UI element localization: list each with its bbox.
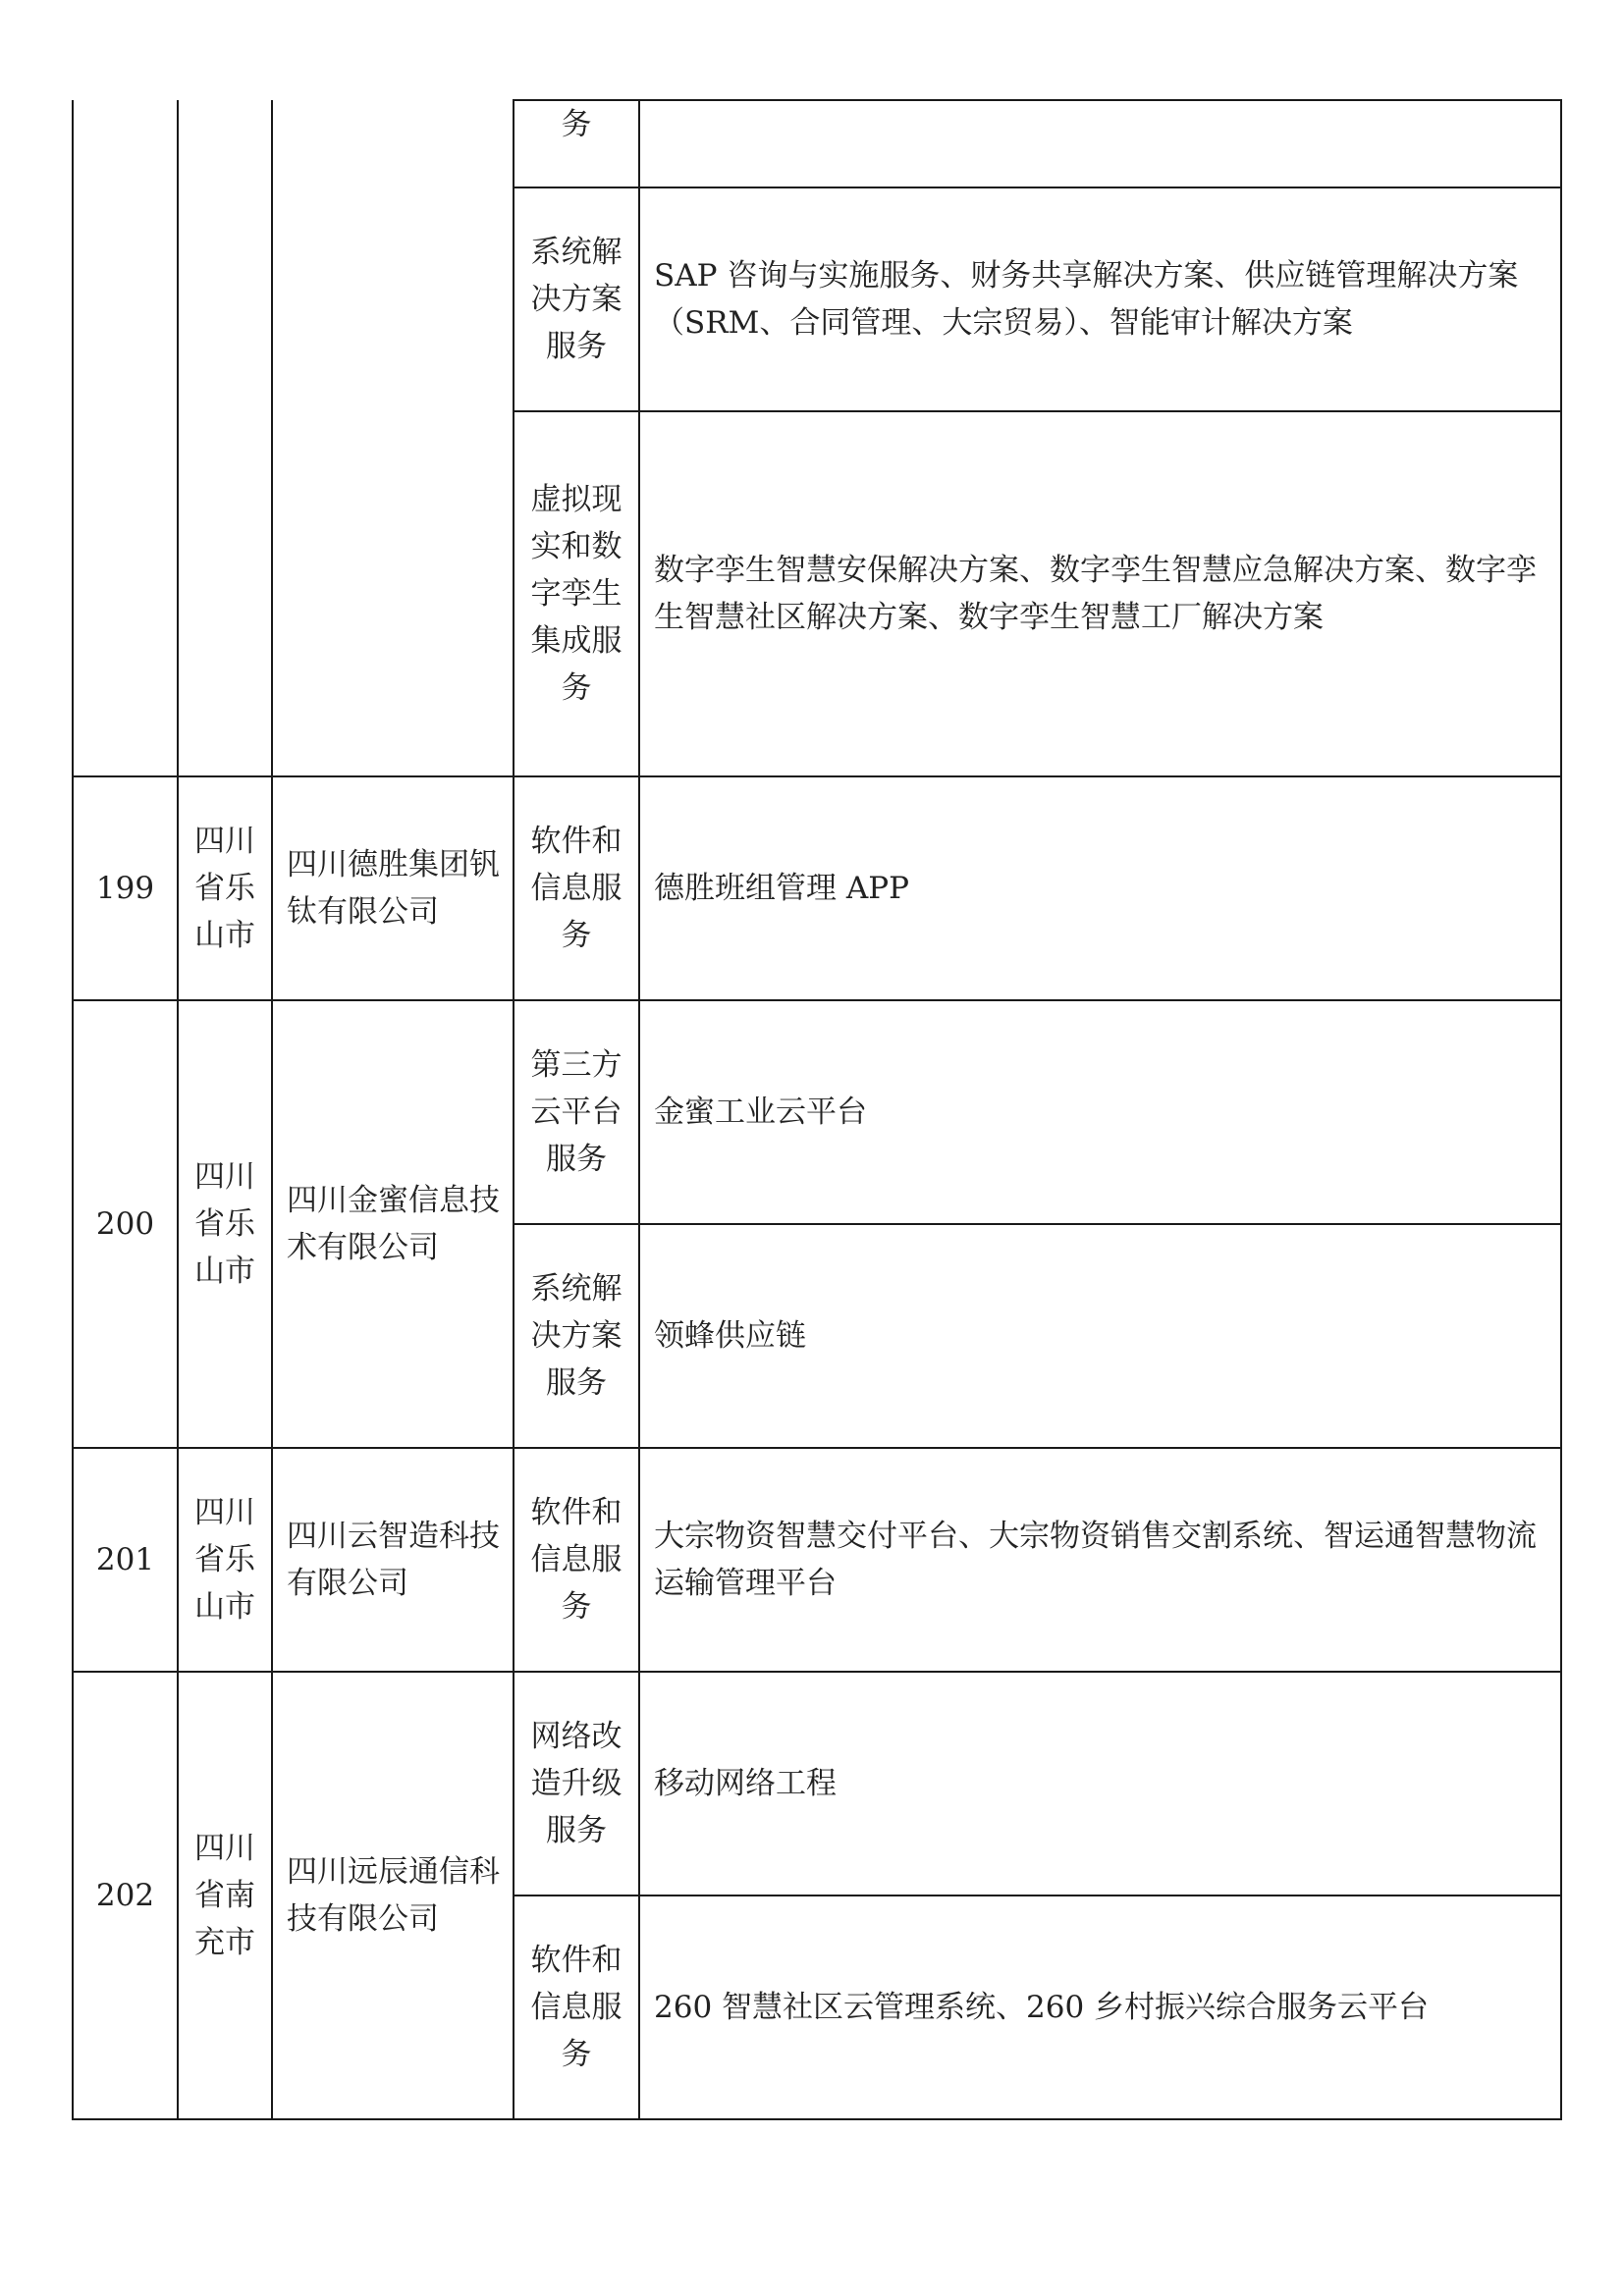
category-cell: 软件和信息服务 <box>514 1448 639 1672</box>
product-cell: SAP 咨询与实施服务、财务共享解决方案、供应链管理解决方案（SRM、合同管理、大宗贸易）、智能审计解决方案 <box>639 187 1561 411</box>
product-cell: 领蜂供应链 <box>639 1224 1561 1448</box>
category-cell: 虚拟现实和数字孪生集成服务 <box>514 411 639 776</box>
product-cell: 德胜班组管理 APP <box>639 776 1561 1000</box>
company-cell: 四川金蜜信息技术有限公司 <box>272 1000 514 1448</box>
company-cell: 四川远辰通信科技有限公司 <box>272 1672 514 2119</box>
product-cell: 金蜜工业云平台 <box>639 1000 1561 1224</box>
table-row <box>73 1672 1561 1896</box>
region-cell: 四川省乐山市 <box>178 1448 272 1672</box>
category-cell: 务 <box>514 100 639 187</box>
region-cell: 四川省南充市 <box>178 1672 272 2119</box>
table-row <box>73 776 1561 1000</box>
table-row <box>73 1448 1561 1672</box>
region-cell: 四川省乐山市 <box>178 776 272 1000</box>
product-cell: 移动网络工程 <box>639 1672 1561 1896</box>
cont-no-cell <box>73 100 178 776</box>
table-row <box>73 100 1561 187</box>
category-cell: 系统解决方案服务 <box>514 187 639 411</box>
row-number: 199 <box>73 776 178 1000</box>
cont-company-cell <box>272 100 514 776</box>
category-cell: 第三方云平台服务 <box>514 1000 639 1224</box>
category-cell: 网络改造升级服务 <box>514 1672 639 1896</box>
product-cell: 大宗物资智慧交付平台、大宗物资销售交割系统、智运通智慧物流运输管理平台 <box>639 1448 1561 1672</box>
row-number: 202 <box>73 1672 178 2119</box>
category-cell: 软件和信息服务 <box>514 1896 639 2119</box>
cont-region-cell <box>178 100 272 776</box>
company-cell: 四川德胜集团钒钛有限公司 <box>272 776 514 1000</box>
category-cell: 软件和信息服务 <box>514 776 639 1000</box>
enterprise-table <box>72 99 1562 2120</box>
product-cell: 260 智慧社区云管理系统、260 乡村振兴综合服务云平台 <box>639 1896 1561 2119</box>
row-number: 201 <box>73 1448 178 1672</box>
category-cell: 系统解决方案服务 <box>514 1224 639 1448</box>
row-number: 200 <box>73 1000 178 1448</box>
region-cell: 四川省乐山市 <box>178 1000 272 1448</box>
product-cell: 数字孪生智慧安保解决方案、数字孪生智慧应急解决方案、数字孪生智慧社区解决方案、数字孪生智慧工厂解决方案 <box>639 411 1561 776</box>
table-row <box>73 1000 1561 1224</box>
company-cell: 四川云智造科技有限公司 <box>272 1448 514 1672</box>
product-cell <box>639 100 1561 187</box>
